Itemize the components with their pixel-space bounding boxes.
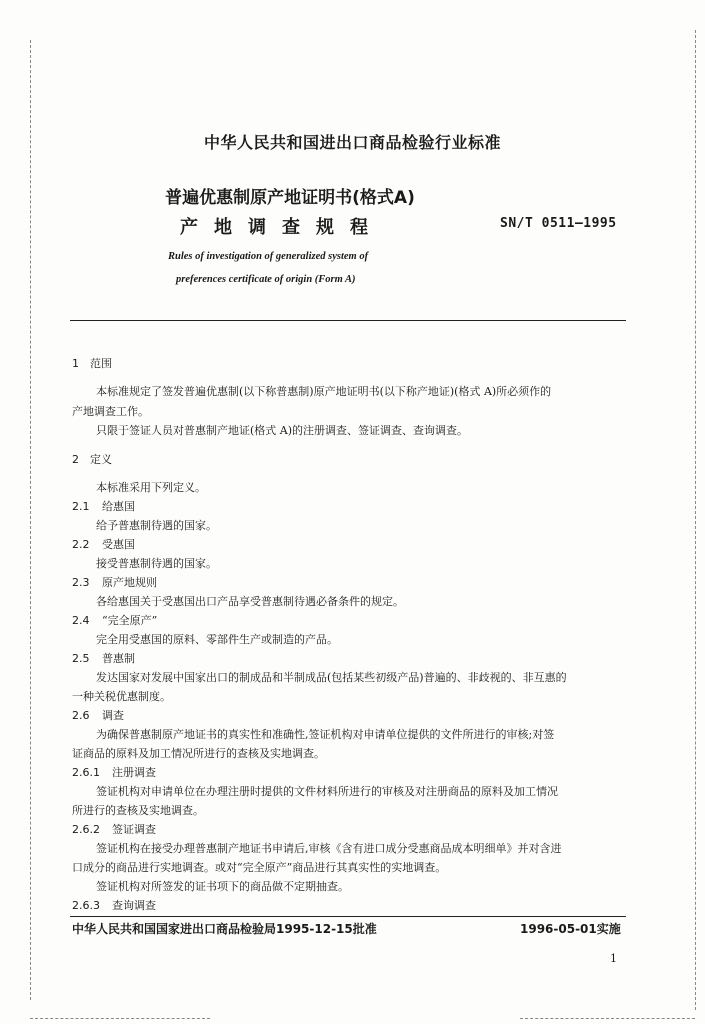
approval-statement: 中华人民共和国国家进出口商品检验局1995-12-15批准 — [72, 922, 377, 936]
paragraph-line: 发达国家对发展中国家出口的制成品和半制成品(包括某些初级产品)普遍的、非歧视的、非互惠的 — [96, 671, 567, 684]
paragraph-line: 接受普惠制待遇的国家。 — [96, 557, 217, 570]
paragraph-line: 完全用受惠国的原料、零部件生产或制造的产品。 — [96, 633, 338, 646]
section-number: 2.3 — [72, 576, 90, 589]
section-heading: 给惠国 — [102, 500, 135, 513]
paragraph-line: 一种关税优惠制度。 — [72, 690, 171, 703]
document-subtitle: 产地调查规程 — [180, 217, 384, 238]
section-number: 2.1 — [72, 500, 90, 513]
paragraph-line: 给予普惠制待遇的国家。 — [96, 519, 217, 532]
paragraph-line: 所进行的查核及实地调查。 — [72, 804, 204, 817]
english-title-line-2: preferences certificate of origin (Form A) — [176, 274, 356, 285]
document-title: 普遍优惠制原产地证明书(格式A) — [165, 188, 415, 208]
paragraph-line: 口成分的商品进行实地调查。或对“完全原产”商品进行其真实性的实地调查。 — [72, 861, 447, 874]
paragraph-line: 证商品的原料及加工情况所进行的查核及实地调查。 — [72, 747, 325, 760]
section-heading: 调查 — [102, 709, 124, 722]
section-heading: 普惠制 — [102, 652, 135, 665]
section-heading: 原产地规则 — [102, 576, 157, 589]
section-heading: 查询调查 — [112, 899, 156, 912]
section-number: 2.6.1 — [72, 766, 100, 779]
section-heading: 范围 — [90, 357, 112, 370]
english-title-line-1: Rules of investigation of generalized system of — [168, 251, 369, 262]
section-number: 1 — [72, 357, 79, 370]
section-heading: 签证调查 — [112, 823, 156, 836]
paragraph-line: 本标准采用下列定义。 — [96, 481, 206, 494]
standard-number: SN/T 0511—1995 — [500, 216, 617, 231]
section-number: 2.6 — [72, 709, 90, 722]
paragraph-line: 为确保普惠制原产地证书的真实性和准确性,签证机构对申请单位提供的文件所进行的审核;对签 — [96, 728, 555, 741]
section-number: 2.5 — [72, 652, 90, 665]
paragraph-line: 本标准规定了签发普遍优惠制(以下称普惠制)原产地证明书(以下称产地证)(格式 A)所必须作的 — [96, 385, 552, 398]
paragraph-line: 各给惠国关于受惠国出口产品享受普惠制待遇必备条件的规定。 — [96, 595, 404, 608]
section-number: 2.6.3 — [72, 899, 100, 912]
scan-edge-bottom-right — [520, 1018, 695, 1019]
page-number: 1 — [610, 952, 617, 965]
issuing-organization: 中华人民共和国进出口商品检验行业标准 — [203, 133, 501, 152]
effective-date: 1996-05-01实施 — [520, 922, 621, 936]
footer-rule — [70, 916, 626, 917]
paragraph-line: 产地调查工作。 — [72, 405, 149, 418]
section-heading: “完全原产” — [102, 614, 158, 627]
section-number: 2.4 — [72, 614, 90, 627]
header-rule — [70, 320, 626, 321]
paragraph-line: 只限于签证人员对普惠制产地证(格式 A)的注册调查、签证调查、查询调查。 — [96, 424, 469, 437]
paragraph-line: 签证机构对申请单位在办理注册时提供的文件材料所进行的审核及对注册商品的原料及加工情况 — [96, 785, 558, 798]
section-heading: 受惠国 — [102, 538, 135, 551]
paragraph-line: 签证机构对所签发的证书项下的商品做不定期抽查。 — [96, 880, 349, 893]
scan-edge-right — [695, 30, 696, 1010]
section-heading: 注册调查 — [112, 766, 156, 779]
scan-edge-bottom-left — [30, 1018, 210, 1019]
section-number: 2.2 — [72, 538, 90, 551]
paragraph-line: 签证机构在接受办理普惠制产地证书申请后,审核《含有进口成分受惠商品成本明细单》并对含进 — [96, 842, 562, 855]
section-number: 2 — [72, 453, 79, 466]
section-heading: 定义 — [90, 453, 112, 466]
section-number: 2.6.2 — [72, 823, 100, 836]
